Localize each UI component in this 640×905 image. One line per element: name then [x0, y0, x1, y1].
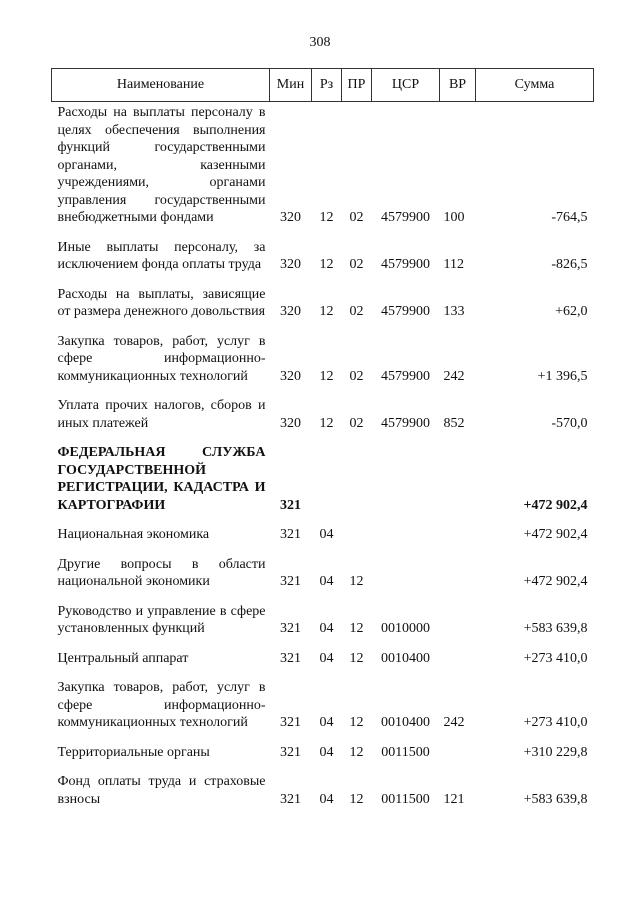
cell-min: 321 — [280, 715, 301, 730]
cell-csr: 0011500 — [381, 744, 430, 760]
cell-vr: 112 — [443, 257, 464, 272]
cell-vr — [440, 444, 476, 514]
cell-csr — [372, 444, 440, 514]
cell-pr: 12 — [349, 744, 364, 760]
cell-min: 321 — [280, 621, 301, 636]
cell-pr: 02 — [349, 304, 364, 319]
row-spacer-cell — [52, 227, 594, 239]
cell-rz: 04 — [319, 574, 334, 589]
cell-vr: 242 — [443, 715, 465, 730]
cell-csr: 4579900 — [381, 368, 430, 384]
row-spacer-cell — [52, 274, 594, 286]
cell-sum: +472 902,4 — [523, 527, 588, 542]
row-spacer — [52, 761, 594, 773]
cell-pr: 02 — [349, 210, 364, 225]
cell-pr: 12 — [349, 791, 364, 807]
table-row — [52, 239, 594, 274]
table-row — [52, 556, 594, 591]
cell-csr: 4579900 — [381, 257, 430, 272]
cell-sum: +273 410,0 — [523, 650, 588, 666]
header-name: Наименование — [52, 69, 270, 102]
row-spacer-cell — [52, 385, 594, 397]
cell-rz: 04 — [319, 715, 334, 730]
cell-csr: 4579900 — [381, 210, 430, 225]
cell-sum: +310 229,8 — [523, 744, 588, 760]
cell-rz: 04 — [319, 621, 334, 636]
table-row — [52, 650, 594, 668]
cell-sum: +273 410,0 — [523, 715, 588, 730]
cell-min: 321 — [280, 497, 301, 513]
cell-name: Фонд оплаты труда и страховые взносы — [57, 774, 266, 807]
cell-rz: 12 — [319, 415, 334, 431]
cell-sum: -826,5 — [551, 257, 588, 272]
cell-csr: 0010400 — [381, 715, 430, 730]
cell-csr — [372, 556, 440, 591]
table-row — [52, 333, 594, 386]
row-spacer-cell — [52, 732, 594, 744]
cell-sum: -570,0 — [551, 415, 588, 431]
row-spacer-cell — [52, 667, 594, 679]
cell-vr: 100 — [443, 210, 465, 225]
cell-rz: 04 — [319, 650, 334, 666]
cell-rz: 12 — [319, 210, 334, 225]
row-spacer — [52, 667, 594, 679]
header-pr: ПР — [342, 69, 372, 102]
cell-name: Расходы на выплаты, зависящие от размера денежного довольствия — [57, 286, 266, 319]
header-min: Мин — [270, 69, 312, 102]
table-row — [52, 526, 594, 544]
cell-name: Национальная экономика — [57, 527, 210, 542]
cell-min: 321 — [280, 744, 301, 760]
table-row — [52, 397, 594, 432]
cell-min: 321 — [280, 527, 301, 542]
cell-pr: 02 — [349, 368, 364, 384]
row-spacer-cell — [52, 591, 594, 603]
row-spacer — [52, 227, 594, 239]
cell-vr: 852 — [443, 415, 465, 431]
table-header-row — [52, 69, 594, 102]
cell-rz — [312, 444, 342, 514]
row-spacer-cell — [52, 514, 594, 526]
cell-vr — [440, 603, 476, 638]
cell-vr: 242 — [443, 368, 465, 384]
cell-csr — [372, 526, 440, 544]
cell-name: Руководство и управление в сфере установленных функций — [57, 603, 266, 636]
cell-pr: 02 — [349, 257, 364, 272]
cell-sum: +62,0 — [555, 304, 588, 319]
cell-rz: 04 — [319, 527, 334, 542]
row-spacer-cell — [52, 544, 594, 556]
row-spacer-cell — [52, 321, 594, 333]
cell-min: 321 — [280, 650, 301, 666]
row-spacer-cell — [52, 432, 594, 444]
row-spacer — [52, 274, 594, 286]
cell-vr: 133 — [443, 304, 465, 319]
cell-pr — [342, 526, 372, 544]
cell-pr — [342, 444, 372, 514]
cell-vr — [440, 556, 476, 591]
cell-name: Территориальные органы — [57, 744, 210, 760]
cell-csr: 4579900 — [381, 304, 430, 319]
table-row — [52, 444, 594, 514]
cell-pr: 12 — [349, 715, 364, 730]
cell-name: Уплата прочих налогов, сборов и иных платежей — [57, 398, 266, 431]
cell-sum: +583 639,8 — [523, 791, 588, 807]
row-spacer-cell — [52, 761, 594, 773]
table-row — [52, 102, 594, 227]
cell-vr — [440, 526, 476, 544]
page-number: 308 — [309, 35, 331, 50]
cell-csr: 0010400 — [381, 650, 430, 666]
row-spacer — [52, 732, 594, 744]
table-row — [52, 744, 594, 762]
cell-min: 320 — [280, 415, 301, 431]
cell-sum: -764,5 — [551, 210, 588, 225]
row-spacer — [52, 514, 594, 526]
cell-min: 321 — [280, 791, 301, 807]
cell-rz: 12 — [319, 304, 334, 319]
cell-vr — [440, 744, 476, 762]
budget-table — [51, 68, 594, 808]
cell-name: Закупка товаров, работ, услуг в сфере информационно-коммуникационных технологий — [57, 680, 266, 730]
cell-pr: 02 — [349, 415, 364, 431]
cell-name: ФЕДЕРАЛЬНАЯ СЛУЖБА ГОСУДАРСТВЕННОЙ РЕГИСТРАЦИИ, КАДАСТРА И КАРТОГРАФИИ — [57, 445, 266, 513]
cell-sum: +583 639,8 — [523, 621, 588, 636]
table-row — [52, 286, 594, 321]
cell-vr: 121 — [443, 791, 465, 807]
cell-sum: +1 396,5 — [537, 368, 588, 384]
table-row — [52, 679, 594, 732]
row-spacer — [52, 321, 594, 333]
row-spacer — [52, 385, 594, 397]
cell-rz: 12 — [319, 257, 334, 272]
table-row — [52, 773, 594, 808]
row-spacer — [52, 638, 594, 650]
cell-sum: +472 902,4 — [523, 574, 588, 589]
cell-name: Закупка товаров, работ, услуг в сфере информационно-коммуникационных технологий — [57, 333, 266, 384]
cell-min: 320 — [280, 210, 301, 225]
header-rz: Рз — [312, 69, 342, 102]
row-spacer — [52, 544, 594, 556]
cell-name: Центральный аппарат — [57, 650, 189, 666]
cell-min: 320 — [280, 257, 301, 272]
cell-csr: 0010000 — [381, 621, 430, 636]
header-sum: Сумма — [476, 69, 594, 102]
cell-rz: 04 — [319, 791, 334, 807]
cell-pr: 12 — [349, 650, 364, 666]
cell-name: Иные выплаты персоналу, за исключением фонда оплаты труда — [57, 239, 266, 272]
cell-rz: 12 — [319, 368, 334, 384]
header-vr: ВР — [440, 69, 476, 102]
cell-min: 321 — [280, 574, 301, 589]
header-csr: ЦСР — [372, 69, 440, 102]
row-spacer-cell — [52, 638, 594, 650]
row-spacer — [52, 591, 594, 603]
cell-pr: 12 — [349, 574, 364, 589]
cell-csr: 0011500 — [381, 791, 430, 807]
row-spacer — [52, 432, 594, 444]
cell-sum: +472 902,4 — [523, 497, 588, 513]
table-body — [52, 102, 594, 809]
cell-csr: 4579900 — [381, 415, 430, 431]
cell-name: Расходы на выплаты персоналу в целях обеспечения выполнения функций государственными органами, казенными учреждениями, органами управления государственными внебюджетными фондами — [57, 105, 266, 225]
cell-name: Другие вопросы в области национальной экономики — [57, 556, 266, 589]
cell-pr: 12 — [349, 621, 364, 636]
cell-rz: 04 — [319, 744, 334, 760]
table-row — [52, 603, 594, 638]
cell-min: 320 — [280, 368, 301, 384]
cell-vr — [440, 650, 476, 668]
cell-min: 320 — [280, 304, 301, 319]
